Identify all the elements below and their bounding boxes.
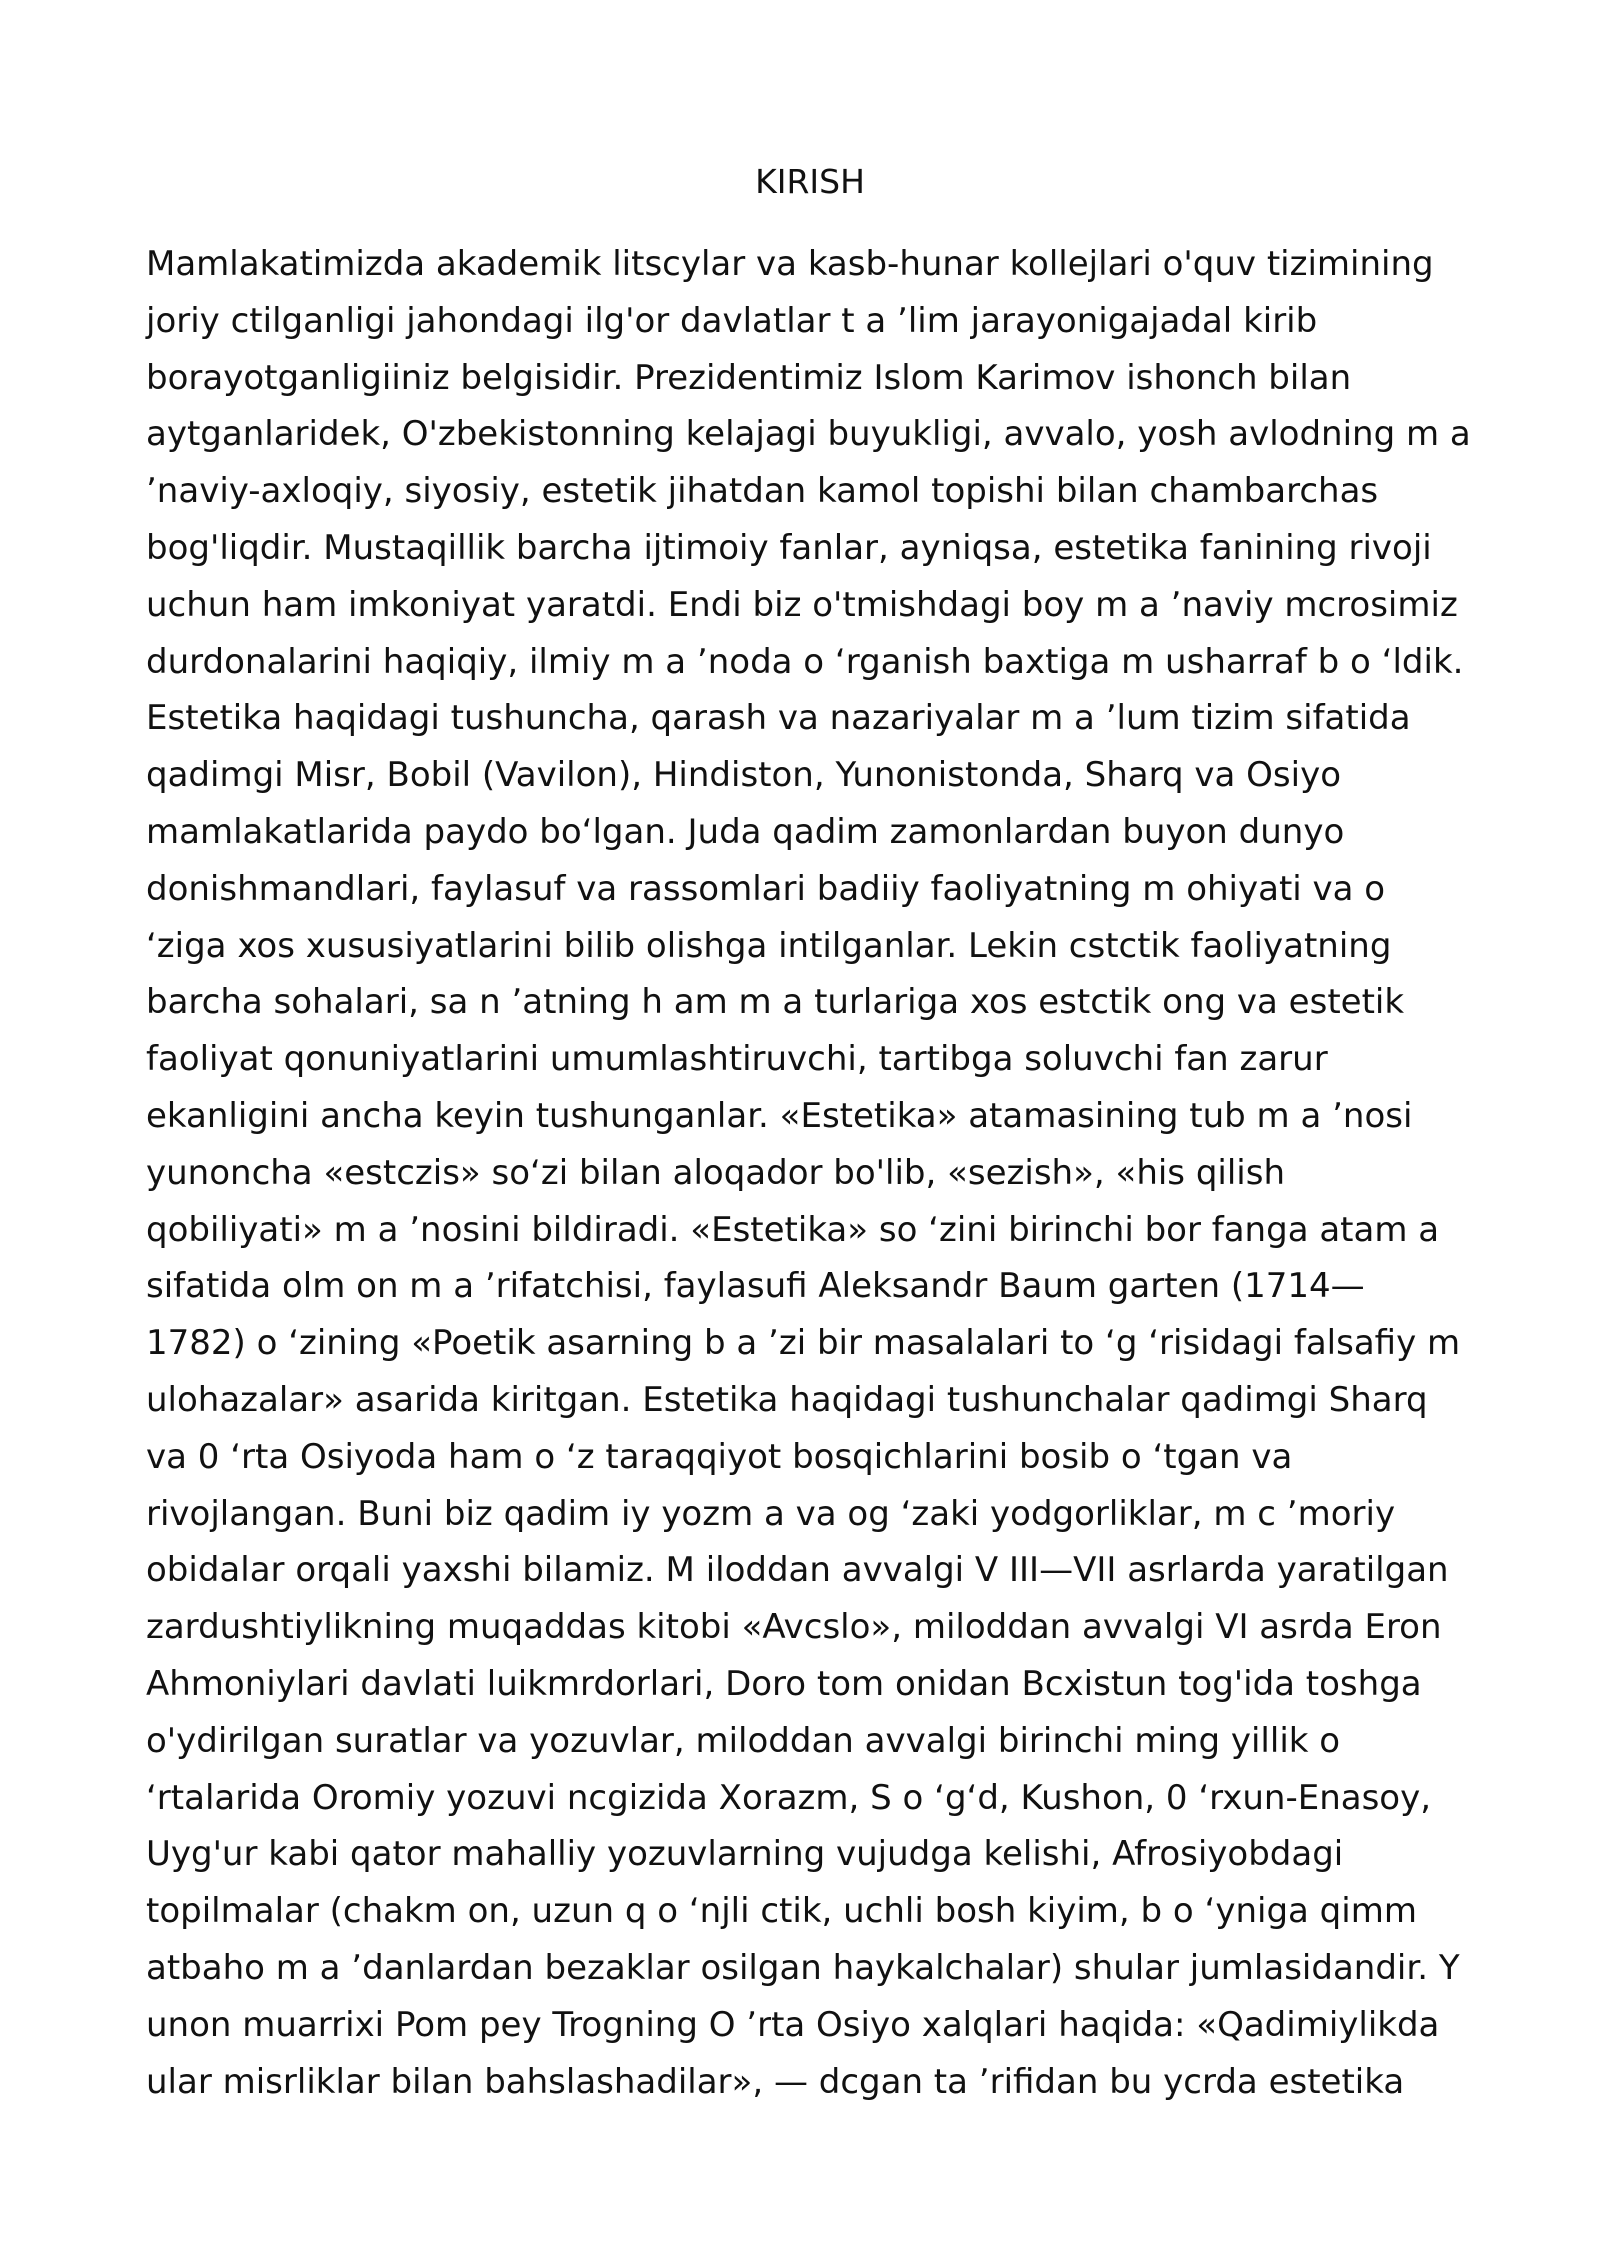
text-line: 1782) o ‘zining «Poetik asarning b a ’zi bir masalalari to ‘g ‘risidagi falsafiy m [146,1323,1461,1364]
text-line: va 0 ‘rta Osiyoda ham o ‘z taraqqiyot bosqichlarini bosib o ‘tgan va [146,1436,1293,1477]
text-line: ‘ziga xos xususiyatlarini bilib olishga intilganlar. Lekin cstctik faoliyatning [146,925,1392,966]
text-line: ’naviy-axloqiy, siyosiy, estetik jihatdan kamol topishi bilan chambarchas [146,471,1379,512]
text-line: rivojlangan. Buni biz qadim iy yozm a va og ‘zaki yodgorliklar, m c ’moriy [146,1493,1396,1534]
text-line: mamlakatlarida paydo bo‘lgan. Juda qadim zamonlardan buyon dunyo [146,811,1345,852]
text-line: Ahmoniylari davlati luikmrdorlari, Doro tom onidan Bcxistun tog'ida toshga [146,1663,1422,1704]
text-line: yunoncha «estczis» so‘zi bilan aloqador bo'lib, «sezish», «his qilish [146,1152,1286,1193]
text-line: ekanligini ancha keyin tushunganlar. «Estetika» atamasining tub m a ’nosi [146,1095,1413,1136]
text-line: zardushtiylikning muqaddas kitobi «Avcslo», miloddan avvalgi VI asrda Eron [146,1607,1442,1648]
text-line: o'ydirilgan suratlar va yozuvlar, miloddan avvalgi birinchi ming yillik o [146,1720,1341,1761]
text-line: Estetika haqidagi tushuncha, qarash va nazariyalar m a ’lum tizim sifatida [146,698,1411,739]
text-line: barcha sohalari, sa n ’atning h am m a turlariga xos estctik ong va estetik [146,982,1405,1023]
text-line: Uyg'ur kabi qator mahalliy yozuvlarning vujudga kelishi, Afrosiyobdagi [146,1834,1344,1875]
text-line: topilmalar (chakm on, uzun q o ‘njli ctik, uchli bosh kiyim, b o ‘yniga qimm [146,1891,1417,1932]
text-line: Mamlakatimizda akademik litscylar va kasb-hunar kollejlari o'quv tizimining [146,244,1434,284]
text-line: ulohazalar» asarida kiritgan. Estetika haqidagi tushunchalar qadimgi Sharq [146,1379,1428,1420]
page-title: KIRISH [755,162,865,201]
text-line: aytganlaridek, O'zbekistonning kelajagi buyukligi, avvalo, yosh avlodning m a [146,414,1471,455]
text-line: borayotganligiiniz belgisidir. Prezidentimiz Islom Karimov ishonch bilan [146,357,1352,398]
text-line: ular misrliklar bilan bahslashadilar», — dcgan ta ’rifidan bu ycrda estetika [146,2061,1405,2102]
text-line: qobiliyati» m a ’nosini bildiradi. «Estetika» so ‘zini birinchi bor fanga atam a [146,1209,1440,1250]
text-line: obidalar orqali yaxshi bilamiz. M iloddan avvalgi V III—VII asrlarda yaratilgan [146,1550,1449,1591]
body-paragraph [146,236,1496,2110]
text-line: ‘rtalarida Oromiy yozuvi ncgizida Xorazm, S o ‘g‘d, Kushon, 0 ‘rxun-Enasoy, [146,1777,1432,1818]
text-line: donishmandlari, faylasuf va rassomlari badiiy faoliyatning m ohiyati va o [146,868,1386,909]
text-line: bog'liqdir. Mustaqillik barcha ijtimoiy fanlar, ayniqsa, estetika fanining rivoji [146,527,1432,568]
text-line: atbaho m a ’danlardan bezaklar osilgan haykalchalar) shular jumlasidandir. Y [146,1947,1460,1988]
text-line: sifatida olm on m a ’rifatchisi, faylasufi Aleksandr Baum garten (1714— [146,1266,1365,1307]
text-line: joriy ctilganligi jahondagi ilg'or davlatlar t a ’lim jarayonigajadal kirib [146,300,1318,341]
text-line: unon muarrixi Pom pey Trogning O ’rta Osiyo xalqlari haqida: «Qadimiylikda [146,2004,1440,2045]
text-line: durdonalarini haqiqiy, ilmiy m a ’noda o ‘rganish baxtiga m usharraf b o ‘ldik. [146,641,1464,682]
text-line: uchun ham imkoniyat yaratdi. Endi biz o'tmishdagi boy m a ’naviy mcrosimiz [146,584,1458,625]
text-line: qadimgi Misr, Bobil (Vavilon), Hindiston, Yunonistonda, Sharq va Osiyo [146,755,1341,796]
text-line: faoliyat qonuniyatlarini umumlashtiruvchi, tartibga soluvchi fan zarur [146,1039,1328,1080]
